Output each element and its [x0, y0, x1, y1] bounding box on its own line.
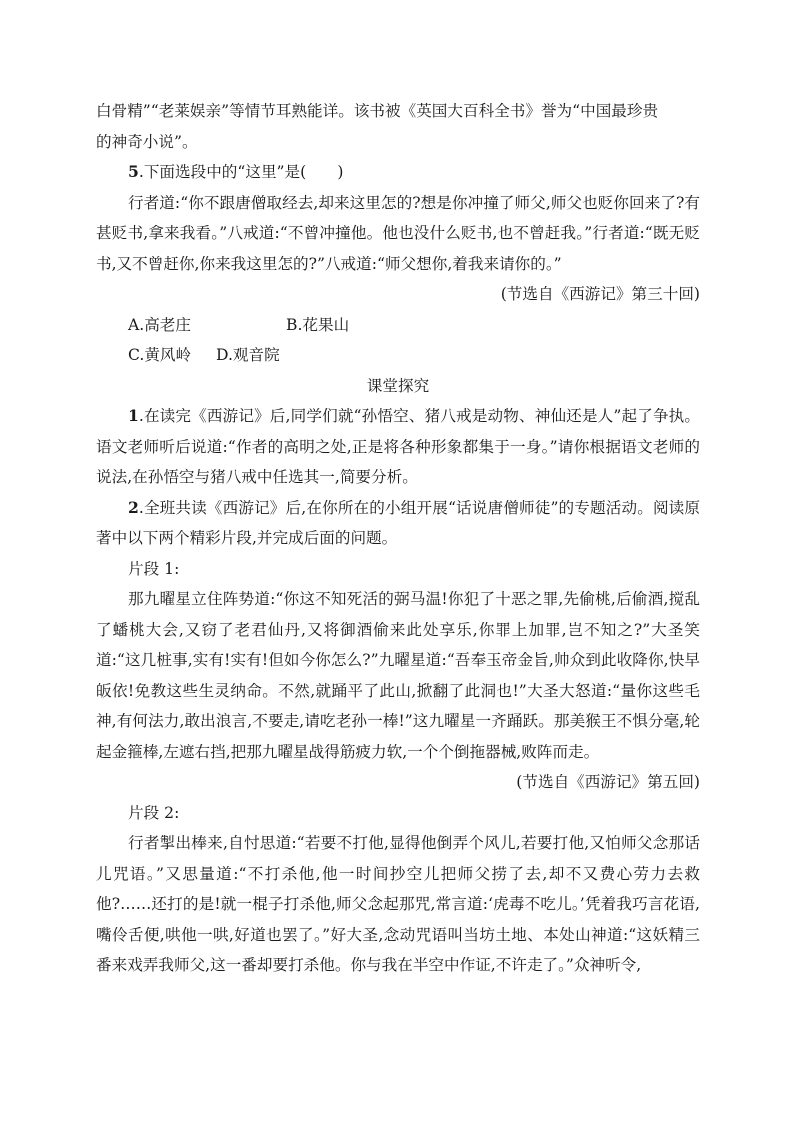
document-content: [96, 0, 700, 981]
question-5-stem: [96, 157, 700, 188]
options-row-2: [96, 340, 700, 371]
question-1: [96, 401, 700, 493]
fragment-2-label: 片段 2:: [128, 803, 180, 822]
section-title: 课堂探究: [366, 376, 430, 395]
question-5-source: (节选自《西游记》第三十回): [500, 285, 700, 303]
question-2-number: 2: [128, 497, 139, 517]
option-a[interactable]: A.高老庄: [128, 315, 191, 334]
question-5-text: .下面选段中的“这里”是( ): [138, 163, 344, 181]
fragment-1-text: 那九曜星立住阵势道:“你这不知死活的弼马温!你犯了十恶之罪,先偷桃,后偷酒,搅乱了蟠桃大会,又窃了老君仙丹,又将御酒偷来此处享乐,你罪上加罪,岂不知之?”大圣笑道:“这几桩事,实有!实有!但如今你怎么?”九曜星道:“吾奉玉帝金旨,帅众到此收降你,快早皈依!免教这些生灵纳命。不然,就踊平了此山,掀翻了此洞也!”大圣大怒道:“量你这些毛神,有何法力,敢出浪言,不要走,请吃老孙一棒!”这九曜星一齐踊跃。那美猴王不惧分毫,轮起金箍棒,左遮右挡,把那九曜星战得筋疲力软,一个个倒拖器械,败阵而走。: [96, 590, 700, 761]
question-2: [96, 493, 700, 554]
question-1-text: .在读完《西游记》后,同学们就“孙悟空、猪八戒是动物、神仙还是人”起了争执。语文老师听后说道:“作者的高明之处,正是将各种形象都集于一身。”请你根据语文老师的说法,在孙悟空与猪八戒中任选其一,简要分析。: [96, 407, 700, 486]
intro-line-2: 的神奇小说”。: [96, 132, 198, 151]
fragment-1-label: 片段 1:: [128, 559, 180, 578]
question-5-number: 5: [128, 162, 139, 181]
fragment-2-text: 行者掣出棒来,自忖思道:“若要不打他,显得他倒弄个风儿,若要打他,又怕师父念那话儿咒语。”又思量道:“不打杀他,他一时间抄空儿把师父捞了去,却不又费心劳力去救他?……还打的是!就一棍子打杀他,师父念起那咒,常言道:‘虎毒不吃儿。’凭着我巧言花语,嘴伶舌便,哄他一哄,好道也罢了。”好大圣,念动咒语叫当坊土地、本处山神道:“这妖精三番来戏弄我师父,这一番却要打杀他。你与我在半空中作证,不许走了。”众神听令,: [96, 834, 700, 974]
question-2-text: .全班共读《西游记》后,在你所在的小组开展“话说唐僧师徒”的专题活动。阅读原著中以下两个精彩片段,并完成后面的问题。: [96, 498, 700, 547]
option-c[interactable]: C.黄风岭: [128, 346, 192, 364]
option-b[interactable]: B.花果山: [286, 315, 350, 334]
fragment-1-source: (节选自《西游记》第五回): [516, 773, 700, 791]
options-row-1: [96, 310, 700, 341]
question-1-number: 1: [128, 406, 139, 425]
intro-line-1: 白骨精”“老莱娱亲”等情节耳熟能详。该书被《英国大百科全书》誉为“中国最珍贵: [96, 102, 659, 120]
question-5-passage: 行者道:“你不跟唐僧取经去,却来这里怎的?想是你冲撞了师父,师父也贬你回来了?有甚贬书,拿来我看。”八戒道:“不曾冲撞他。他也没什么贬书,也不曾赶我。”行者道:“既无贬书,又不曾赶你,你来我这里怎的?”八戒道:“师父想你,着我来请你的。”: [96, 193, 700, 273]
option-d[interactable]: D.观音院: [216, 346, 280, 364]
